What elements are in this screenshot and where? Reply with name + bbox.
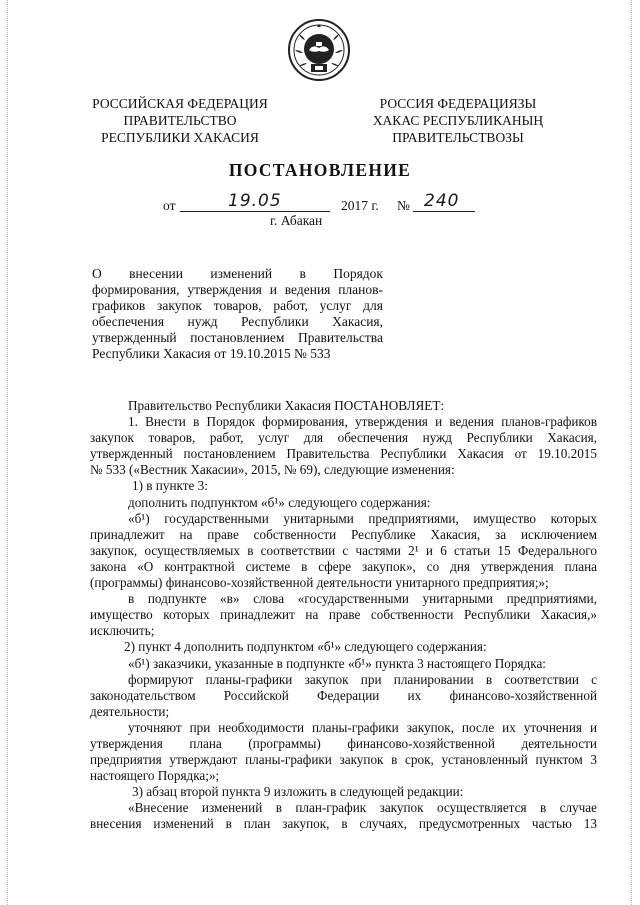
body-line: 1. Внести в Порядок формирования, утверждения и ведения планов-графиков [128, 414, 597, 430]
header-right-line-3: ПРАВИТЕЛЬСТВОЗЫ [392, 130, 524, 145]
subject-block [92, 266, 383, 362]
body-line: уточняют при необходимости планы-графики закупок, после их уточнения и [128, 719, 597, 735]
body-line: предприятия утверждают планы-графики закупок в срок, установленный пунктом 3 [90, 752, 597, 768]
number-sign: № [397, 198, 410, 213]
header-left-line-1: РОССИЙСКАЯ ФЕДЕРАЦИЯ [92, 96, 268, 111]
handwritten-number: 240 [424, 191, 460, 211]
body-text [90, 398, 597, 833]
body-line: «б¹) заказчики, указанные в подпункте «б¹» пункта 3 настоящего Порядка: [128, 655, 546, 671]
body-line: принадлежит на праве собственности Республике Хакасия, за исключением [90, 526, 597, 542]
number-underline [413, 211, 475, 212]
body-line: имущество которых принадлежит на праве собственности Республики Хакасия,» [90, 607, 597, 623]
body-line: формируют планы-графики закупок при планировании в соответствии с [128, 671, 597, 687]
header-right-line-1: РОССИЯ ФЕДЕРАЦИЯЗЫ [379, 96, 537, 111]
body-line: «Внесение изменений в план-график закупок осуществляется в случае [128, 800, 597, 816]
date-underline [180, 211, 330, 212]
header-right-line-2: ХАКАС РЕСПУБЛИКАНЫҢ [372, 113, 544, 128]
subject-line: Республики Хакасия от 19.10.2015 № 533 [92, 346, 331, 361]
body-line: в подпункте «в» слова «государственными унитарными предприятиями, [128, 591, 597, 607]
coat-of-arms-icon [287, 18, 351, 82]
body-line: дополнить подпунктом «б¹» следующего содержания: [128, 494, 431, 510]
year-label: 2017 г. [341, 198, 379, 213]
body-line: «б¹) государственными унитарными предприятиями, имущество которых [128, 510, 597, 526]
body-line: внесения изменений в план закупок, в случаях, предусмотренных частью 13 [90, 816, 597, 832]
body-line: Правительство Республики Хакасия ПОСТАНОВЛЯЕТ: [128, 398, 445, 413]
body-line: настоящего Порядка;»; [90, 768, 220, 784]
scan-edge-left [7, 0, 8, 905]
handwritten-date: 19.05 [228, 191, 282, 211]
body-line: закупок, осуществляемых в соответствии с частями 2¹ и 6 статьи 15 Федерального [90, 542, 597, 558]
header-left [82, 95, 278, 146]
document-title: ПОСТАНОВЛЕНИЕ [228, 160, 412, 180]
body-line: утверждения плана (программы) финансово-хозяйственной деятельности [90, 735, 597, 751]
body-line: исключить; [90, 623, 155, 639]
subject-line: формирования, утверждения и ведения планов- [92, 282, 383, 297]
subject-line: обеспечения нужд Республики Хакасия, [92, 314, 383, 329]
body-line: 2) пункт 4 дополнить подпунктом «б¹» следующего содержания: [124, 639, 487, 655]
body-line: (программы) финансово-хозяйственной деятельности унитарного предприятия;»; [90, 575, 549, 591]
header-left-line-3: РЕСПУБЛИКИ ХАКАСИЯ [101, 130, 259, 145]
body-line: деятельности; [90, 703, 170, 719]
header-right [360, 95, 556, 146]
body-line: 3) абзац второй пункта 9 изложить в следующей редакции: [132, 784, 464, 800]
body-line: закупок товаров, работ, услуг для обеспечения нужд Республики Хакасия, [90, 430, 597, 446]
subject-line: О внесении изменений в Порядок [92, 266, 383, 281]
body-line: законодательством Российской Федерации их финансово-хозяйственной [90, 687, 597, 703]
body-line: закона «О контрактной системе в сфере закупок», со дня утверждения плана [90, 558, 597, 574]
body-line: № 533 («Вестник Хакасии», 2015, № 69), следующие изменения: [90, 462, 455, 478]
body-line: 1) в пункте 3: [132, 478, 208, 494]
date-prefix: от [163, 198, 176, 213]
scan-edge-right [631, 0, 632, 905]
city-label: г. Абакан [270, 213, 323, 228]
subject-line: утвержденный постановлением Правительства [92, 330, 383, 345]
header-left-line-2: ПРАВИТЕЛЬСТВО [123, 113, 237, 128]
subject-line: графиков закупок товаров, работ, услуг для [92, 298, 383, 313]
body-line: утвержденный постановлением Правительства Республики Хакасия от 19.10.2015 [90, 446, 597, 462]
